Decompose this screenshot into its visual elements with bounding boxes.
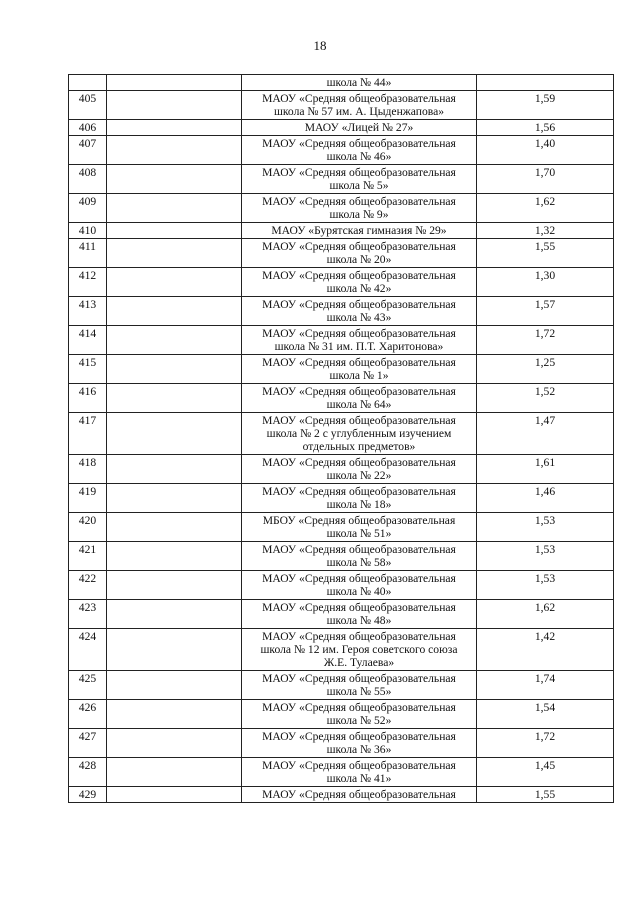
- row-number: 410: [69, 223, 107, 239]
- row-number: 418: [69, 455, 107, 484]
- empty-cell: [107, 91, 242, 120]
- school-name-line: школа № 36»: [326, 743, 392, 756]
- table-row: [69, 629, 614, 671]
- empty-cell: [107, 384, 242, 413]
- school-name: [242, 571, 477, 600]
- school-name: [242, 75, 477, 91]
- school-name-line: МАОУ «Средняя общеобразовательная: [262, 672, 456, 685]
- row-number: 412: [69, 268, 107, 297]
- table-row: [69, 136, 614, 165]
- school-name: [242, 239, 477, 268]
- score-value: 1,54: [477, 700, 614, 729]
- school-name: [242, 384, 477, 413]
- score-value: 1,46: [477, 484, 614, 513]
- school-name-line: МАОУ «Средняя общеобразовательная: [262, 759, 456, 772]
- empty-cell: [107, 729, 242, 758]
- score-value: 1,55: [477, 787, 614, 803]
- school-name-line: МАОУ «Средняя общеобразовательная: [262, 456, 456, 469]
- school-name-line: МАОУ «Средняя общеобразовательная: [262, 572, 456, 585]
- row-number: 420: [69, 513, 107, 542]
- school-name-line: МАОУ «Средняя общеобразовательная: [262, 788, 456, 801]
- row-number: 406: [69, 120, 107, 136]
- school-name-line: МАОУ «Средняя общеобразовательная: [262, 414, 456, 427]
- table-row: [69, 194, 614, 223]
- school-name-line: школа № 31 им. П.Т. Харитонова»: [274, 340, 444, 353]
- school-name-line: МАОУ «Средняя общеобразовательная: [262, 137, 456, 150]
- school-name-line: МАОУ «Средняя общеобразовательная: [262, 240, 456, 253]
- school-name-line: школа № 41»: [326, 772, 392, 785]
- school-name-line: школа № 40»: [326, 585, 392, 598]
- school-name-line: школа № 2 с углубленным изучением: [266, 427, 452, 440]
- row-number: 423: [69, 600, 107, 629]
- score-value: 1,42: [477, 629, 614, 671]
- empty-cell: [107, 787, 242, 803]
- school-name: [242, 413, 477, 455]
- score-value: 1,74: [477, 671, 614, 700]
- empty-cell: [107, 600, 242, 629]
- table-row: [69, 413, 614, 455]
- school-name-line: отдельных предметов»: [302, 440, 416, 453]
- table-row: [69, 326, 614, 355]
- school-name-line: МАОУ «Средняя общеобразовательная: [262, 601, 456, 614]
- row-number: 411: [69, 239, 107, 268]
- school-name-line: школа № 46»: [326, 150, 392, 163]
- table-row: [69, 484, 614, 513]
- table-row: [69, 729, 614, 758]
- row-number: 419: [69, 484, 107, 513]
- row-number: 417: [69, 413, 107, 455]
- table-row: [69, 542, 614, 571]
- score-value: 1,53: [477, 513, 614, 542]
- score-value: 1,70: [477, 165, 614, 194]
- score-value: 1,59: [477, 91, 614, 120]
- table-row: [69, 268, 614, 297]
- empty-cell: [107, 513, 242, 542]
- table-row: [69, 165, 614, 194]
- row-number: 424: [69, 629, 107, 671]
- row-number: 413: [69, 297, 107, 326]
- row-number: 409: [69, 194, 107, 223]
- school-name-line: школа № 22»: [326, 469, 392, 482]
- school-name-line: МАОУ «Средняя общеобразовательная: [262, 166, 456, 179]
- empty-cell: [107, 455, 242, 484]
- table-row: [69, 239, 614, 268]
- school-name-line: МАОУ «Средняя общеобразовательная: [262, 630, 456, 643]
- table-row: [69, 384, 614, 413]
- school-name: [242, 671, 477, 700]
- school-name-line: МБОУ «Средняя общеобразовательная: [262, 514, 456, 527]
- empty-cell: [107, 355, 242, 384]
- row-number: 426: [69, 700, 107, 729]
- table-row: [69, 571, 614, 600]
- score-value: 1,53: [477, 571, 614, 600]
- score-value: 1,61: [477, 455, 614, 484]
- table-row: [69, 355, 614, 384]
- schools-table: [68, 74, 614, 803]
- school-name: [242, 297, 477, 326]
- school-name-line: школа № 51»: [326, 527, 392, 540]
- table-body: [69, 75, 614, 803]
- school-name: [242, 758, 477, 787]
- school-name-line: школа № 58»: [326, 556, 392, 569]
- school-name-line: школа № 1»: [329, 369, 389, 382]
- empty-cell: [107, 671, 242, 700]
- score-value: 1,53: [477, 542, 614, 571]
- school-name: [242, 165, 477, 194]
- school-name-line: МАОУ «Бурятская гимназия № 29»: [271, 224, 447, 237]
- school-name-line: школа № 44»: [326, 76, 392, 89]
- school-name: [242, 542, 477, 571]
- school-name-line: МАОУ «Средняя общеобразовательная: [262, 730, 456, 743]
- school-name-line: МАОУ «Средняя общеобразовательная: [262, 485, 456, 498]
- score-value: 1,57: [477, 297, 614, 326]
- school-name-line: школа № 48»: [326, 614, 392, 627]
- row-number: 405: [69, 91, 107, 120]
- school-name-line: МАОУ «Средняя общеобразовательная: [262, 327, 456, 340]
- table-row: [69, 297, 614, 326]
- empty-cell: [107, 297, 242, 326]
- school-name: [242, 484, 477, 513]
- score-value: 1,45: [477, 758, 614, 787]
- school-name-line: школа № 12 им. Героя советского союза: [260, 643, 458, 656]
- table-row: [69, 700, 614, 729]
- score-value: 1,30: [477, 268, 614, 297]
- score-value: 1,52: [477, 384, 614, 413]
- school-name-line: МАОУ «Средняя общеобразовательная: [262, 92, 456, 105]
- school-name-line: МАОУ «Средняя общеобразовательная: [262, 701, 456, 714]
- school-name: [242, 700, 477, 729]
- table-row: [69, 600, 614, 629]
- empty-cell: [107, 413, 242, 455]
- school-name: [242, 513, 477, 542]
- row-number: 407: [69, 136, 107, 165]
- school-name: [242, 136, 477, 165]
- row-number: 422: [69, 571, 107, 600]
- empty-cell: [107, 194, 242, 223]
- school-name: [242, 120, 477, 136]
- table-row: [69, 455, 614, 484]
- school-name-line: школа № 64»: [326, 398, 392, 411]
- school-name-line: МАОУ «Средняя общеобразовательная: [262, 385, 456, 398]
- empty-cell: [107, 120, 242, 136]
- school-name-line: МАОУ «Средняя общеобразовательная: [262, 298, 456, 311]
- row-number: 425: [69, 671, 107, 700]
- school-name-line: школа № 55»: [326, 685, 392, 698]
- table-row: [69, 787, 614, 803]
- empty-cell: [107, 165, 242, 194]
- score-value: 1,32: [477, 223, 614, 239]
- school-name-line: МАОУ «Средняя общеобразовательная: [262, 269, 456, 282]
- empty-cell: [107, 75, 242, 91]
- empty-cell: [107, 484, 242, 513]
- school-name-line: МАОУ «Лицей № 27»: [304, 121, 414, 134]
- row-number: 414: [69, 326, 107, 355]
- row-number: 428: [69, 758, 107, 787]
- school-name-line: МАОУ «Средняя общеобразовательная: [262, 356, 456, 369]
- table-row: [69, 758, 614, 787]
- school-name-line: МАОУ «Средняя общеобразовательная: [262, 195, 456, 208]
- score-value: 1,72: [477, 729, 614, 758]
- row-number: 408: [69, 165, 107, 194]
- empty-cell: [107, 326, 242, 355]
- school-name: [242, 455, 477, 484]
- empty-cell: [107, 268, 242, 297]
- row-number: 429: [69, 787, 107, 803]
- row-number: 421: [69, 542, 107, 571]
- school-name: [242, 223, 477, 239]
- empty-cell: [107, 239, 242, 268]
- school-name: [242, 268, 477, 297]
- empty-cell: [107, 136, 242, 165]
- table-row: [69, 91, 614, 120]
- empty-cell: [107, 542, 242, 571]
- school-name-line: школа № 5»: [329, 179, 389, 192]
- school-name-line: школа № 18»: [326, 498, 392, 511]
- score-value: 1,62: [477, 194, 614, 223]
- score-value: [477, 75, 614, 91]
- score-value: 1,47: [477, 413, 614, 455]
- table-row: [69, 223, 614, 239]
- row-number: [69, 75, 107, 91]
- empty-cell: [107, 758, 242, 787]
- table-row: [69, 671, 614, 700]
- school-name-line: МАОУ «Средняя общеобразовательная: [262, 543, 456, 556]
- school-name-line: школа № 9»: [329, 208, 389, 221]
- school-name: [242, 355, 477, 384]
- school-name: [242, 629, 477, 671]
- row-number: 416: [69, 384, 107, 413]
- school-name-line: школа № 52»: [326, 714, 392, 727]
- school-name-line: школа № 20»: [326, 253, 392, 266]
- score-value: 1,62: [477, 600, 614, 629]
- school-name: [242, 194, 477, 223]
- school-name-line: школа № 43»: [326, 311, 392, 324]
- table-row: [69, 513, 614, 542]
- school-name: [242, 600, 477, 629]
- school-name: [242, 326, 477, 355]
- score-value: 1,56: [477, 120, 614, 136]
- school-name: [242, 91, 477, 120]
- row-number: 427: [69, 729, 107, 758]
- school-name-line: Ж.Е. Тулаева»: [323, 656, 395, 669]
- score-value: 1,55: [477, 239, 614, 268]
- table-row: [69, 75, 614, 91]
- school-name: [242, 729, 477, 758]
- score-value: 1,25: [477, 355, 614, 384]
- score-value: 1,72: [477, 326, 614, 355]
- score-value: 1,40: [477, 136, 614, 165]
- table-row: [69, 120, 614, 136]
- empty-cell: [107, 223, 242, 239]
- page-number: 18: [313, 38, 327, 53]
- empty-cell: [107, 571, 242, 600]
- school-name: [242, 787, 477, 803]
- school-name-line: школа № 42»: [326, 282, 392, 295]
- school-name-line: школа № 57 им. А. Цыденжапова»: [273, 105, 445, 118]
- row-number: 415: [69, 355, 107, 384]
- empty-cell: [107, 700, 242, 729]
- empty-cell: [107, 629, 242, 671]
